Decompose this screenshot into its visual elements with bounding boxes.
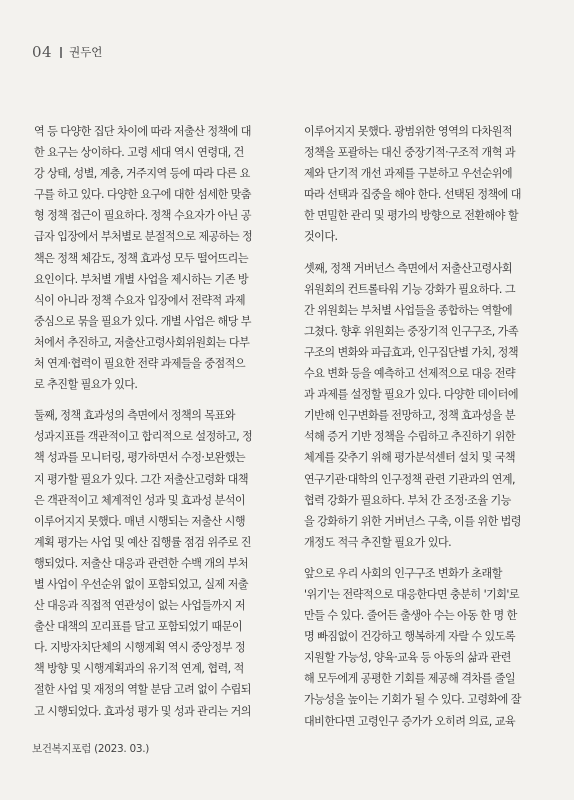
text-line: 따라 선택과 집중을 해야 한다. 선택된 정책에 대 [304, 188, 521, 202]
paragraph-gap [34, 395, 276, 405]
text-line: 처 연계·협력이 필요한 전략 과제들을 중점적으 [34, 357, 246, 371]
text-line: 수요 변화 등을 예측하고 선제적으로 대응 전략 [304, 367, 516, 381]
text-line: 책은 정책 체감도, 정책 효과성 모두 떨어뜨리는 [34, 251, 249, 265]
text-line: 과 과제를 설정할 필요가 있다. 다양한 데이터에 [304, 388, 519, 402]
text-line: 가능성을 높이는 기회가 될 수 있다. 고령화에 잘 [304, 693, 521, 707]
text-line: 중심으로 묶을 필요가 있다. 개별 사업은 해당 부 [34, 314, 251, 328]
section-label: 권두언 [69, 45, 103, 59]
text-line: 역 등 다양한 집단 차이에 따라 저출산 정책에 대 [34, 125, 251, 138]
text-line: 은 객관적이고 체계적인 성과 및 효과성 분석이 [34, 493, 246, 507]
text-line: 형 정책 접근이 필요하다. 정책 수요자가 아닌 공 [34, 209, 251, 223]
text-line: 한 면밀한 관리 및 평가의 방향으로 전환해야 할 [304, 209, 519, 223]
text-line: 구를 하고 있다. 다양한 요구에 대한 섬세한 맞춤 [34, 188, 251, 202]
text-line: 처에서 추진하고, 저출산고령사회위원회는 다부 [34, 335, 250, 349]
text-line: 해 모두에게 공평한 기회를 제공해 격차를 줄일 [304, 672, 516, 686]
text-line: 지 평가할 필요가 있다. 그간 저출산고령화 대책 [34, 472, 249, 486]
text-line: 지원할 가능성, 양육·교육 등 아동의 삶과 관련 [304, 651, 511, 665]
text-line: 계획 평가는 사업 및 예산 집행률 점검 위주로 진 [34, 535, 251, 549]
paragraph [304, 121, 546, 248]
text-line: 제와 단기적 개선 과제를 구분하고 우선순위에 [304, 167, 513, 181]
text-line: 별 사업이 우선순위 없이 포함되었고, 실제 저출 [34, 577, 249, 591]
text-line: 앞으로 우리 사회의 인구구조 변화가 초래할 [304, 566, 502, 580]
right-column [304, 121, 546, 732]
header-divider [60, 47, 62, 58]
text-line: 식이 아니라 정책 수요자 입장에서 전략적 과제 [34, 293, 246, 307]
text-line: 다. 지방자치단체의 시행계획 역시 중앙정부 정 [34, 641, 246, 655]
text-line: 것이다. [304, 230, 338, 244]
text-line: 위원회의 컨트롤타워 기능 강화가 필요하다. 그 [304, 282, 516, 296]
paragraph [304, 563, 546, 732]
text-line: 석해 증거 기반 정책을 수립하고 추진하기 위한 [304, 430, 516, 444]
paragraph-gap [304, 553, 546, 563]
text-line: 구조의 변화와 파급효과, 인구집단별 가치, 정책 [304, 345, 519, 359]
left-column [34, 121, 276, 722]
text-line: '위기'는 전략적으로 대응한다면 충분히 '기회'로 [304, 587, 520, 601]
text-line: 출산 대책의 꼬리표를 달고 포함되었기 때문이 [34, 620, 243, 634]
page-header [32, 42, 102, 62]
text-line: 만들 수 있다. 줄어든 출생아 수는 아동 한 명 한 [304, 609, 517, 623]
text-line: 산 대응과 직접적 연관성이 없는 사업들까지 저 [34, 599, 246, 613]
text-line: 행되었다. 저출산 대응과 관련한 수백 개의 부처 [34, 556, 249, 570]
text-line: 기반해 인구변화를 전망하고, 정책 효과성을 분 [304, 409, 516, 423]
text-line: 이루어지지 못했다. 매년 시행되는 저출산 시행 [34, 514, 246, 528]
text-line: 협력 강화가 필요하다. 부처 간 조정·조율 기능 [304, 493, 511, 507]
text-line: 책 방향 및 시행계획과의 유기적 연계, 협력, 적 [34, 662, 244, 676]
text-line: 급자 입장에서 부처별로 분절적으로 제공하는 정 [34, 230, 253, 244]
text-line: 절한 사업 및 재정의 역할 분담 고려 없이 수립되 [34, 683, 251, 697]
text-line: 둘째, 정책 효과성의 측면에서 정책의 목표와 [34, 409, 235, 423]
paragraph [34, 121, 276, 395]
text-line: 요인이다. 부처별 개별 사업을 제시하는 기존 방 [34, 272, 249, 286]
text-line: 강 상태, 성별, 계층, 거주지역 등에 따라 다른 요 [34, 167, 250, 181]
text-line: 대비한다면 고령인구 증가가 오히려 의료, 교육 [304, 714, 516, 728]
text-line: 연구기관·대학의 인구정책 관련 기관과의 연계, [304, 472, 516, 486]
text-line: 한 요구는 상이하다. 고령 세대 역시 연령대, 건 [34, 146, 244, 160]
text-line: 이루어지지 못했다. 광범위한 영역의 다차원적 [304, 125, 513, 138]
text-line: 책 성과를 모니터링, 평가하면서 수정·보완했는 [34, 451, 246, 465]
paragraph [304, 258, 546, 553]
page-number: 04 [32, 43, 53, 61]
text-line: 로 추진할 필요가 있다. [34, 378, 138, 392]
text-line: 체계를 갖추기 위해 평가분석센터 설치 및 국책 [304, 451, 516, 465]
text-line: 정책을 포괄하는 대신 중장기적·구조적 개혁 과 [304, 146, 516, 160]
text-line: 명 빠짐없이 건강하고 행복하게 자랄 수 있도록 [304, 630, 516, 644]
text-line: 그쳤다. 향후 위원회는 중장기적 인구구조, 가족 [304, 324, 519, 338]
text-line: 을 강화하기 위한 거버넌스 구축, 이를 위한 법령 [304, 514, 521, 528]
text-line: 개정도 적극 추진할 필요가 있다. [304, 535, 452, 549]
text-line: 성과지표를 객관적이고 합리적으로 설정하고, 정 [34, 430, 253, 444]
publication-footer: 보건복지포럼 (2023. 03.) [32, 743, 150, 755]
text-line: 셋째, 정책 거버넌스 측면에서 저출산고령사회 [304, 261, 513, 275]
paragraph [34, 405, 276, 721]
text-line: 간 위원회는 부처별 사업들을 종합하는 역할에 [304, 303, 513, 317]
paragraph-gap [304, 248, 546, 258]
text-line: 고 시행되었다. 효과성 평가 및 성과 관리는 거의 [34, 704, 251, 718]
